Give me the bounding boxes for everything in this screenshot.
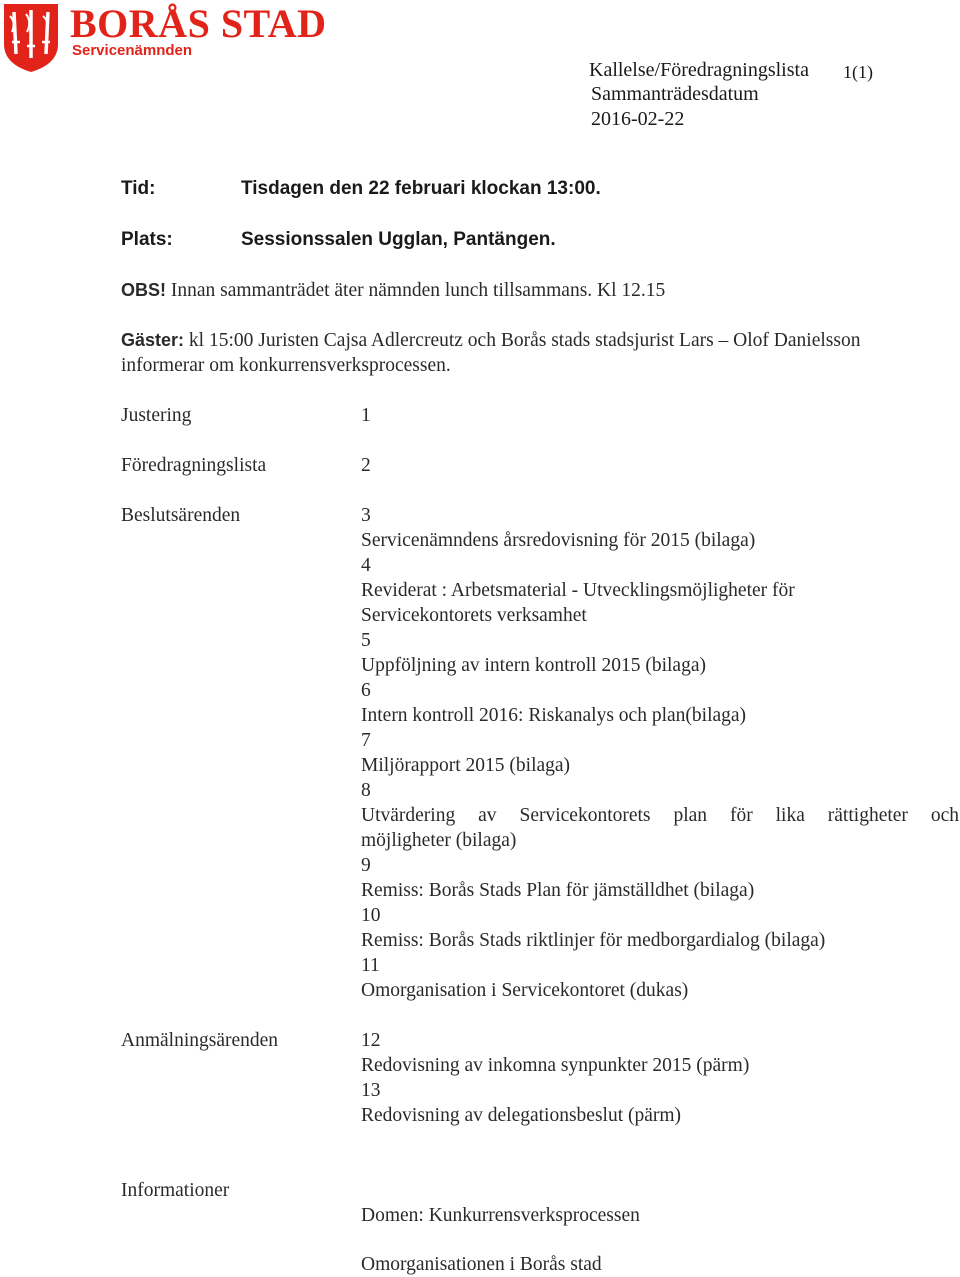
foredragning-label: Föredragningslista [121, 455, 267, 476]
logo-title: BORÅS STAD [70, 1, 327, 46]
place-label: Plats: [121, 229, 173, 250]
beslut-item-3-title: Servicenämndens årsredovisning för 2015 (bilaga) [361, 530, 756, 551]
place-value: Sessionssalen Ugglan, Pantängen. [241, 229, 556, 250]
meeting-date: 2016-02-22 [591, 108, 685, 130]
guests-line-2: informerar om konkurrensverksprocessen. [121, 355, 451, 376]
beslut-item-4-title: Reviderat : Arbetsmaterial - Utvecklingsmöjligheter för [361, 580, 795, 601]
anmalning-item-13-title: Redovisning av delegationsbeslut (pärm) [361, 1105, 682, 1126]
guests-label: Gäster: [121, 330, 185, 350]
beslut-item-8-title: Utvärdering av Servicekontorets plan för lika rättigheter och [361, 805, 959, 826]
beslut-item-10-number: 10 [361, 905, 381, 926]
obs-note [121, 278, 665, 303]
beslut-item-11-number: 11 [361, 955, 380, 976]
beslut-item-8-number: 8 [361, 780, 371, 801]
guests-line-1: kl 15:00 Juristen Cajsa Adlercreutz och Borås stads stadsjurist Lars – Olof Danielsson [188, 330, 861, 351]
coat-of-arms-icon [2, 2, 60, 74]
beslut-item-11-title: Omorganisation i Servicekontoret (dukas) [361, 980, 689, 1001]
beslut-item-6-number: 6 [361, 680, 371, 701]
page-number: 1(1) [843, 62, 873, 82]
beslut-label: Beslutsärenden [121, 505, 241, 526]
beslut-item-5-title: Uppföljning av intern kontroll 2015 (bilaga) [361, 655, 706, 676]
info-item-1: Domen: Kunkurrensverksprocessen [361, 1205, 640, 1226]
beslut-item-7-title: Miljörapport 2015 (bilaga) [361, 755, 571, 776]
anmalning-item-13-number: 13 [361, 1080, 381, 1101]
anmalning-item-12-title: Redovisning av inkomna synpunkter 2015 (pärm) [361, 1055, 750, 1076]
beslut-item-4-number: 4 [361, 555, 371, 576]
obs-text: Innan sammanträdet äter nämnden lunch tillsammans. Kl 12.15 [170, 280, 666, 301]
beslut-item-5-number: 5 [361, 630, 371, 651]
obs-label: OBS! [121, 280, 166, 300]
beslut-item-6-title: Intern kontroll 2016: Riskanalys och plan(bilaga) [361, 705, 747, 726]
logo-subtitle: Servicenämnden [72, 42, 193, 59]
beslut-item-9-title: Remiss: Borås Stads Plan för jämställdhet (bilaga) [361, 880, 755, 901]
document-type: Kallelse/Föredragningslista [589, 59, 809, 81]
beslut-item-8-title-cont: möjligheter (bilaga) [361, 830, 517, 851]
beslut-item-3-number: 3 [361, 505, 371, 526]
beslut-item-9-number: 9 [361, 855, 371, 876]
anmalning-label: Anmälningsärenden [121, 1030, 279, 1051]
beslut-item-10-title: Remiss: Borås Stads riktlinjer för medborgardialog (bilaga) [361, 930, 826, 951]
justering-number: 1 [361, 405, 371, 426]
time-value: Tisdagen den 22 februari klockan 13:00. [241, 178, 601, 199]
guests-note [121, 328, 860, 353]
justering-label: Justering [121, 405, 192, 426]
beslut-item-7-number: 7 [361, 730, 371, 751]
info-item-2: Omorganisationen i Borås stad [361, 1254, 602, 1275]
date-label: Sammanträdesdatum [591, 83, 759, 105]
beslut-item-4-title-cont: Servicekontorets verksamhet [361, 605, 587, 626]
info-label: Informationer [121, 1180, 230, 1201]
anmalning-item-12-number: 12 [361, 1030, 381, 1051]
time-label: Tid: [121, 178, 156, 199]
foredragning-number: 2 [361, 455, 371, 476]
